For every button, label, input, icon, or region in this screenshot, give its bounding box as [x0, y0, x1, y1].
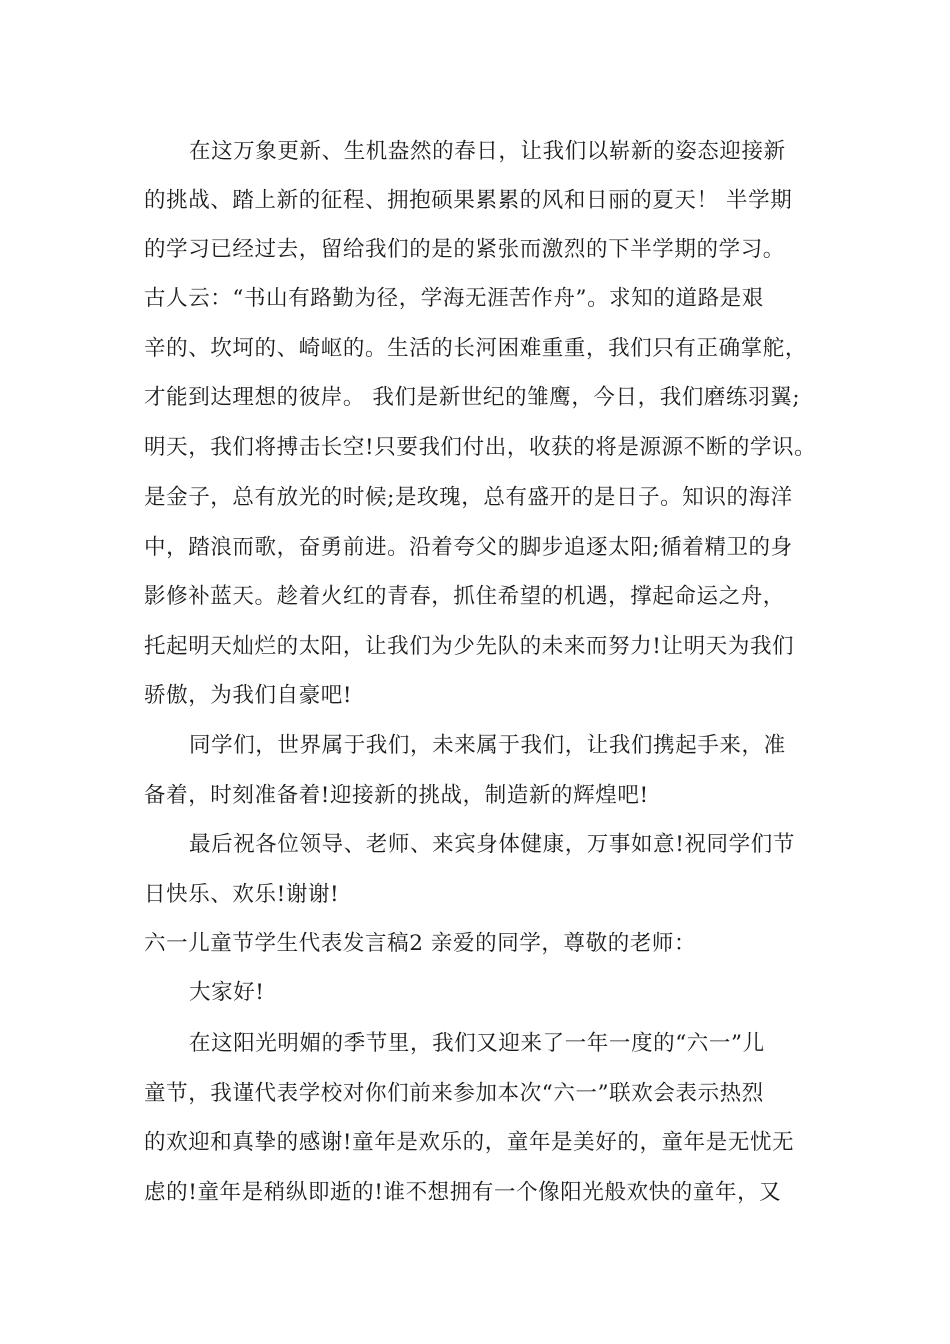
text-line: 在这万象更新、生机盎然的春日，让我们以崭新的姿态迎接新 — [189, 139, 786, 164]
text-line: 的挑战、踏上新的征程、拥抱硕果累累的风和日丽的夏天！ 半学期 — [144, 188, 793, 213]
text-line: 托起明天灿烂的太阳，让我们为少先队的未来而努力!让明天为我们 — [144, 634, 795, 659]
text-line: 虑的!童年是稍纵即逝的!谁不想拥有一个像阳光般欢快的童年，又 — [144, 1180, 782, 1205]
text-line: 明天，我们将搏击长空!只要我们付出，收获的将是源源不断的学识。 — [144, 435, 817, 460]
text-line: 在这阳光明媚的季节里，我们又迎来了一年一度的“六一”儿 — [189, 1031, 765, 1056]
greeting: 大家好! — [189, 980, 265, 1005]
text-line: 是金子，总有放光的时候;是玫瑰，总有盛开的是日子。知识的海洋 — [144, 485, 793, 510]
text-line: 童节，我谨代表学校对你们前来参加本次“六一”联欢会表示热烈 — [144, 1081, 764, 1106]
text-line: 才能到达理想的彼岸。 我们是新世纪的雏鹰，今日，我们磨练羽翼; — [144, 385, 801, 410]
text-line: 影修补蓝天。趁着火红的青春，抓住希望的机遇，撑起命运之舟， — [144, 584, 785, 609]
text-line: 骄傲，为我们自豪吧! — [144, 683, 353, 708]
text-line: 的欢迎和真挚的感谢!童年是欢乐的，童年是美好的，童年是无忧无 — [144, 1130, 795, 1155]
text-line: 日快乐、欢乐!谢谢! — [144, 882, 340, 907]
text-line: 辛的、坎坷的、崎岖的。生活的长河困难重重，我们只有正确掌舵， — [144, 336, 808, 361]
text-line: 古人云：“书山有路勤为径，学海无涯苦作舟”。求知的道路是艰 — [144, 286, 764, 311]
text-line: 同学们，世界属于我们，未来属于我们，让我们携起手来，准 — [189, 733, 786, 758]
text-line: 中，踏浪而歌，奋勇前进。沿着夸父的脚步追逐太阳;循着精卫的身 — [144, 535, 793, 560]
text-line: 备着，时刻准备着!迎接新的挑战，制造新的辉煌吧! — [144, 783, 649, 808]
section-heading: 六一儿童节学生代表发言稿2 亲爱的同学，尊敬的老师： — [144, 931, 697, 956]
text-line: 最后祝各位领导、老师、来宾身体健康，万事如意!祝同学们节 — [189, 832, 795, 857]
text-line: 的学习已经过去，留给我们的是的紧张而激烈的下半学期的学习。 — [144, 237, 785, 262]
